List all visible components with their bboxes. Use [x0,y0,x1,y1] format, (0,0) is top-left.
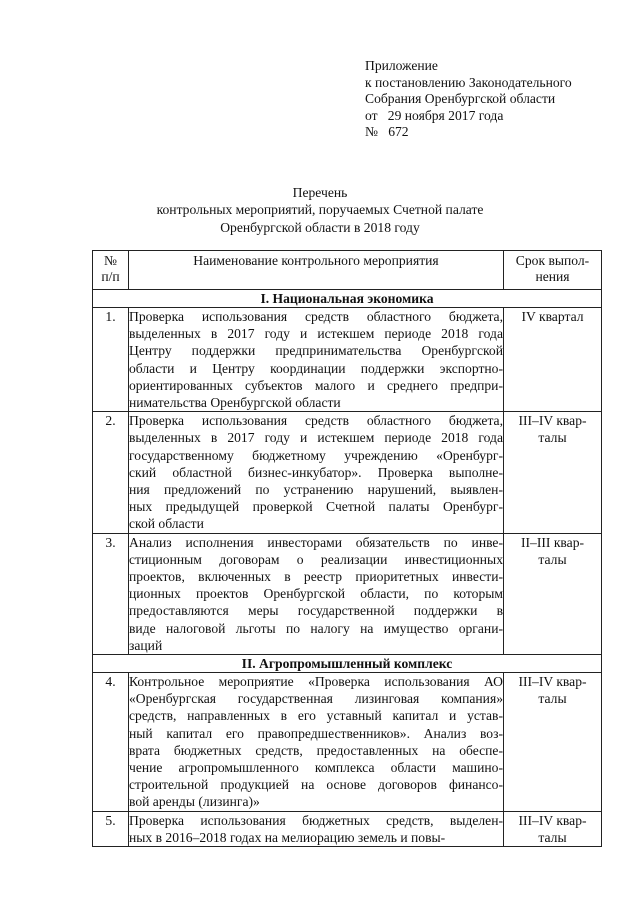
appendix-block [365,58,572,141]
event-name-line: ской области [129,516,204,532]
event-term-line: III–IV квар- [518,413,587,429]
event-term-line: II–III квар- [520,534,585,550]
event-name-line: Контрольное мероприятие «Проверка использования АО [129,674,503,690]
appendix-number [365,124,572,141]
row-number: 5. [93,811,129,846]
event-term-line: талы [538,551,567,567]
event-term-line: талы [538,829,567,845]
event-name-line: государственному бюджетному учреждению «Оренбург- [129,447,503,463]
section-title: II. Агропромышленный комплекс [93,655,602,673]
events-table [92,250,602,847]
number-value: 672 [388,124,409,140]
event-term [504,533,602,654]
event-name-line: заций [129,637,163,653]
event-name-line: врата бюджетных средств, предоставленных на обеспе- [129,742,503,758]
event-name-line: выделенных в 2017 году и истекшем периоде 2018 года [129,326,503,342]
event-name-line: области и Центру координации поддержки экспортно- [129,360,503,376]
event-name-line: выделенных в 2017 году и истекшем периоде 2018 года [129,430,503,446]
appendix-line: Собрания Оренбургской области [365,91,556,107]
event-term-line: талы [538,691,567,707]
event-term [504,412,602,533]
event-name-line: строительной продукцией на основе договоров финансо- [129,777,503,793]
header-name: Наименование контрольного мероприятия [129,251,504,290]
row-number: 2. [93,412,129,533]
event-name [129,811,504,846]
table-row [93,412,602,533]
table-row [93,308,602,412]
section-row [93,655,602,673]
event-name-line: проектов, включенных в реестр приоритетных инвести- [129,569,503,585]
table-row [93,811,602,846]
event-term [504,308,602,412]
header-num: № п/п [93,251,129,290]
event-name [129,533,504,654]
table-header-row [93,251,602,290]
table-body [93,290,602,847]
event-name-line: вой аренды (лизинга)» [129,794,260,810]
date-value: 29 ноября 2017 года [387,107,504,123]
header-term: Срок выпол- нения [504,251,602,290]
event-term-line: III–IV квар- [518,674,587,690]
event-name-line: ный капитал его правопредшественников». Анализ воз- [129,725,503,741]
event-term [504,811,602,846]
section-row [93,290,602,308]
table-row [93,673,602,812]
appendix-line: Приложение [365,58,438,73]
event-name-line: Проверка использования средств областного бюджета, [129,309,503,324]
title-line: Оренбургской области в 2018 году [220,219,420,235]
event-name-line: ский областной бизнес-инкубатор». Проверка выполне- [129,464,503,480]
document-title [0,184,640,236]
event-name-line: Анализ исполнения инвесторами обязательств по инве- [129,534,503,550]
event-name-line: ционных проектов Оренбургской области, по которым [129,586,503,602]
event-name-line: ния предложений по устранению нарушений, выявлен- [129,482,503,498]
event-name [129,673,504,812]
row-number: 1. [93,308,129,412]
event-name-line: чение агропромышленного комплекса области машино- [129,760,503,776]
event-name-line: средств, направленных в его уставный капитал и устав- [129,708,503,724]
event-name-line: ных в 2016–2018 годах на мелиорацию земель и повы- [129,829,446,845]
event-name [129,412,504,533]
date-prefix: от [365,107,378,123]
section-title: I. Национальная экономика [93,290,602,308]
event-name-line: виде налоговой льготы по налогу на имущество органи- [129,620,503,636]
event-name [129,308,504,412]
event-term [504,673,602,812]
event-term-line: III–IV квар- [518,812,587,828]
event-name-line: Проверка использования бюджетных средств, выделен- [129,812,503,828]
table-row [93,533,602,654]
title-line: контрольных мероприятий, поручаемых Счетной палате [156,202,484,218]
event-name-line: стиционным договорам о реализации инвестиционных [129,551,503,567]
event-term-line: талы [538,430,567,446]
event-name-line: предоставляются меры государственной поддержки в [129,603,503,619]
event-name-line: ориентированных субъектов малого и среднего предпри- [129,377,503,393]
title-line: Перечень [292,185,348,200]
page-bottom-margin [0,848,640,905]
event-name-line: Центру поддержки предпринимательства Оренбургской [129,343,503,359]
event-name-line: ных предыдущей проверкой Счетной палаты Оренбург- [129,499,503,515]
appendix-line: к постановлению Законодательного [365,74,572,90]
event-name-line: Проверка использования средств областного бюджета, [129,413,503,429]
number-prefix: № [365,124,378,140]
event-name-line: «Оренбургская государственная лизинговая компания» [129,691,503,707]
row-number: 3. [93,533,129,654]
appendix-date [365,108,572,125]
row-number: 4. [93,673,129,812]
event-name-line: нимательства Оренбургской области [129,395,341,411]
event-term-line: IV квартал [521,309,584,324]
